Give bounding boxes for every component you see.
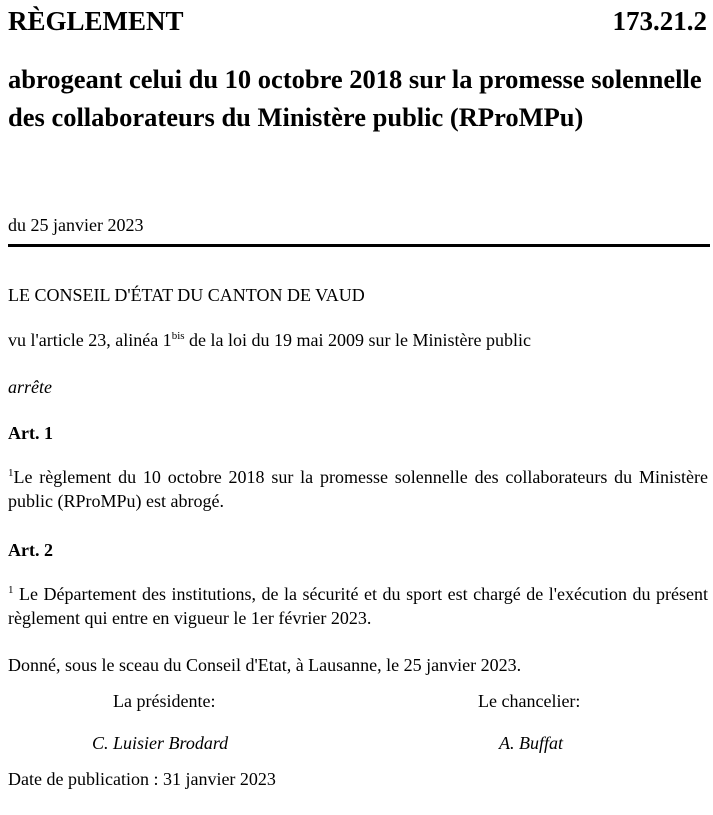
article-paragraph [8,465,708,513]
preamble-sup: bis [171,330,185,342]
president-role: La présidente: [113,691,216,711]
date-line: du 25 janvier 2023 [8,215,144,235]
paragraph-text: Le Département des institutions, de la sécurité et du sport est chargé de l'exécution du présent règlement qui entre en vigueur le 1er février 2023. [8,584,708,628]
given-line: Donné, sous le sceau du Conseil d'Etat, à Lausanne, le 25 janvier 2023. [8,655,522,675]
preamble [8,328,531,352]
authority-line: LE CONSEIL D'ÉTAT DU CANTON DE VAUD [8,285,365,305]
document-type: RÈGLEMENT [8,6,184,36]
paragraph-number: 1 [8,584,14,596]
article-paragraph [8,582,708,630]
preamble-before: vu l'article 23, alinéa 1 [8,330,172,350]
paragraph-number: 1 [8,467,14,479]
publication-date: Date de publication : 31 janvier 2023 [8,769,276,789]
preamble-after: de la loi du 19 mai 2009 sur le Ministère public [184,330,531,350]
president-name: C. Luisier Brodard [92,733,229,753]
chancellor-role: Le chancelier: [478,691,581,711]
paragraph-text: Le règlement du 10 octobre 2018 sur la promesse solennelle des collaborateurs du Ministère public (RProMPu) est abrogé. [8,467,708,511]
document-title: abrogeant celui du 10 octobre 2018 sur la promesse solennelle des collaborateurs du Ministère public (RProMPu) [8,64,702,132]
document-number: 173.21.2 [612,6,707,36]
chancellor-name: A. Buffat [499,733,563,753]
article-heading: Art. 1 [8,423,53,443]
decree-word: arrête [8,377,52,397]
article-heading: Art. 2 [8,540,53,560]
separator-rule [8,244,710,247]
